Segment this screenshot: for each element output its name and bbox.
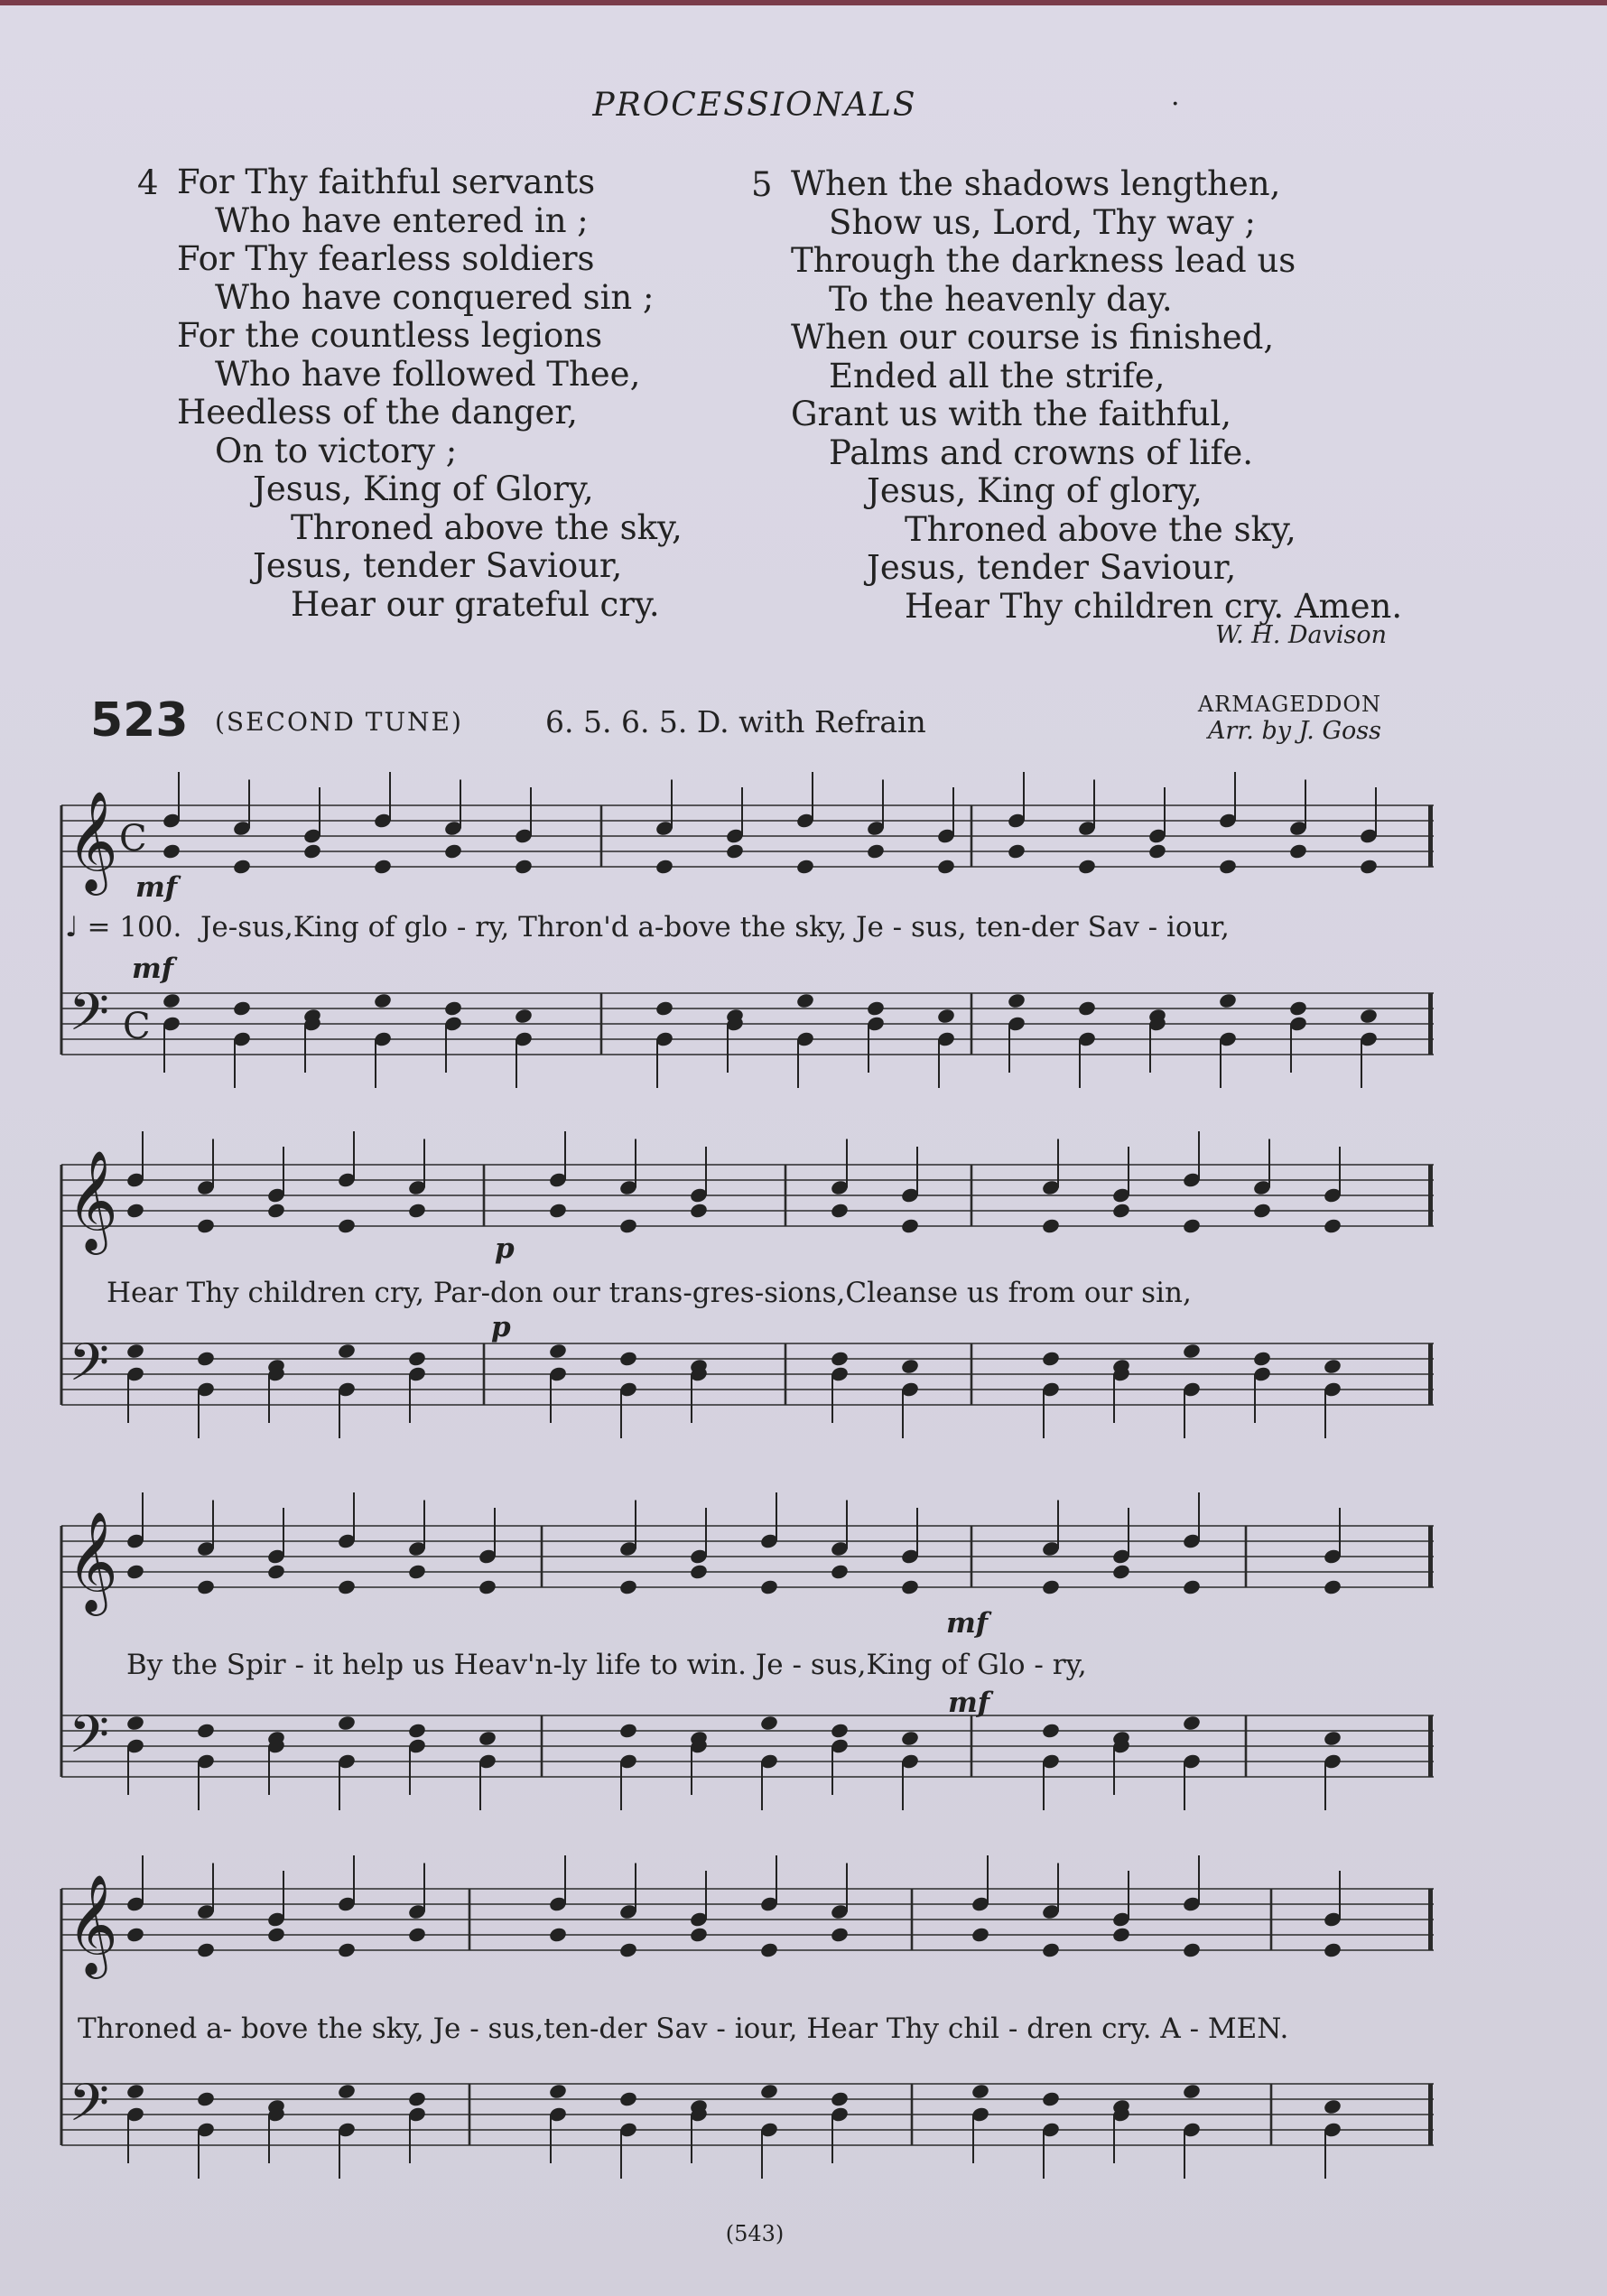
note-head — [618, 1578, 638, 1595]
note-head — [618, 2090, 638, 2107]
arranger: Arr. by J. Goss — [1207, 717, 1381, 745]
note-head — [936, 858, 956, 875]
note-head — [337, 2083, 357, 2100]
note-head — [407, 1563, 427, 1580]
note-head — [1323, 1730, 1342, 1747]
verse-line: Heedless of the danger, — [177, 393, 578, 432]
note-head — [900, 1217, 920, 1234]
verse-line: For Thy faithful servants — [177, 163, 596, 201]
note-head — [655, 999, 674, 1017]
note-head — [337, 1715, 357, 1732]
note-head — [1007, 842, 1026, 860]
note-head — [866, 999, 886, 1017]
note-head — [971, 2083, 990, 2100]
note-head — [1182, 1343, 1202, 1360]
note-head — [443, 842, 463, 860]
verse-line: When the shadows lengthen, — [791, 164, 1281, 203]
note-head — [1041, 2090, 1061, 2107]
note-head — [689, 1202, 709, 1219]
verse-line: Who have conquered sin ; — [215, 277, 655, 317]
note-head — [1218, 992, 1238, 1009]
note-head — [266, 1563, 286, 1580]
treble-clef-icon: 𝄞 — [67, 790, 118, 891]
note-head — [618, 1941, 638, 1958]
note-head — [795, 992, 815, 1009]
score-lyrics-line: Throned a- bove the sky, Je - sus,ten-der Sav - iour, Hear Thy chil - dren cry. A - MEN. — [78, 2012, 1289, 2045]
note-head — [759, 1715, 779, 1732]
note-head — [373, 858, 393, 875]
note-head — [125, 1715, 145, 1732]
note-head — [830, 1202, 850, 1219]
hymn-number: 523 — [90, 693, 189, 748]
note-head — [1077, 999, 1097, 1017]
note-head — [407, 1202, 427, 1219]
page-number: (543) — [725, 2221, 785, 2246]
score-lyrics-line: Je-sus,King of glo - ry, Thron'd a-bove the sky, Je - sus, ten-der Sav - iour, — [200, 911, 1230, 943]
treble-clef-icon: 𝄞 — [67, 1149, 118, 1250]
tempo-marking: ♩ = 100. — [65, 911, 182, 943]
note-head — [759, 2083, 779, 2100]
note-head — [866, 842, 886, 860]
note-head — [618, 1350, 638, 1367]
score-lyrics-line: By the Spir - it help us Heav'n-ly life to win. Je - sus,King of Glo - ry, — [126, 1649, 1087, 1681]
note-head — [266, 1202, 286, 1219]
final-barline — [1428, 1343, 1433, 1405]
note-head — [1147, 842, 1167, 860]
dynamic-mf: mf — [948, 1687, 990, 1719]
note-head — [407, 2090, 427, 2107]
note-head — [1323, 1358, 1342, 1375]
common-time-icon: C — [119, 818, 147, 860]
note-head — [1041, 1217, 1061, 1234]
note-head — [125, 2083, 145, 2100]
verse-line: Throned above the sky, — [291, 507, 683, 547]
bass-clef-icon: 𝄢 — [69, 1704, 110, 1778]
bass-clef-icon: 𝄢 — [69, 981, 110, 1055]
verse-line: Ended all the strife, — [829, 356, 1166, 395]
note-head — [162, 842, 181, 860]
note-head — [196, 2090, 216, 2107]
note-head — [1288, 842, 1308, 860]
page-mark: · — [1171, 88, 1180, 120]
note-head — [407, 1722, 427, 1739]
verse-line: Who have entered in ; — [215, 200, 589, 240]
tune-label: (SECOND TUNE) — [215, 707, 463, 737]
verse-line: When our course is finished, — [791, 318, 1275, 357]
note-head — [1111, 1202, 1131, 1219]
note-head — [337, 1343, 357, 1360]
note-head — [971, 1926, 990, 1943]
bass-clef-icon: 𝄢 — [69, 1332, 110, 1406]
note-head — [196, 1941, 216, 1958]
note-head — [125, 1202, 145, 1219]
note-head — [196, 1578, 216, 1595]
verse-5-number: 5 — [751, 165, 773, 204]
verse-line: Jesus, King of glory, — [867, 471, 1203, 510]
note-head — [689, 1563, 709, 1580]
verse-line: To the heavenly day. — [829, 279, 1173, 319]
note-head — [1218, 858, 1238, 875]
note-head — [407, 1350, 427, 1367]
note-head — [655, 858, 674, 875]
note-head — [1323, 1941, 1342, 1958]
note-head — [1252, 1350, 1272, 1367]
note-head — [1111, 1563, 1131, 1580]
note-head — [196, 1722, 216, 1739]
final-barline — [1428, 1165, 1433, 1226]
dynamic-p: p — [491, 1311, 511, 1343]
note-head — [1041, 1722, 1061, 1739]
verse-line: Jesus, tender Saviour, — [253, 546, 623, 585]
final-barline — [1428, 1715, 1433, 1777]
note-head — [548, 1202, 568, 1219]
note-head — [548, 2083, 568, 2100]
common-time-icon: C — [123, 1006, 151, 1047]
note-head — [1007, 992, 1026, 1009]
note-head — [900, 1578, 920, 1595]
verse-line: For Thy fearless soldiers — [177, 239, 595, 278]
verse-line: Who have followed Thee, — [215, 354, 641, 394]
tune-name: ARMAGEDDON — [1197, 692, 1381, 717]
verse-line: Show us, Lord, Thy way ; — [829, 202, 1256, 242]
note-head — [1041, 1578, 1061, 1595]
note-head — [337, 1217, 357, 1234]
dynamic-mf: mf — [135, 871, 178, 904]
dynamic-mf: mf — [946, 1607, 989, 1640]
note-head — [548, 1926, 568, 1943]
note-head — [759, 1578, 779, 1595]
note-head — [900, 1730, 920, 1747]
verse-4-number: 4 — [137, 163, 159, 202]
note-head — [478, 1578, 497, 1595]
note-head — [1182, 2083, 1202, 2100]
note-head — [1041, 1350, 1061, 1367]
verse-line: Jesus, King of Glory, — [253, 469, 594, 508]
note-head — [830, 1350, 850, 1367]
dynamic-p: p — [495, 1232, 515, 1265]
note-head — [232, 858, 252, 875]
note-head — [1323, 1578, 1342, 1595]
note-head — [266, 1926, 286, 1943]
final-barline — [1428, 2084, 1433, 2145]
note-head — [830, 1926, 850, 1943]
note-head — [759, 1941, 779, 1958]
verse-line: Jesus, tender Saviour, — [867, 548, 1237, 587]
meter: 6. 5. 6. 5. D. with Refrain — [545, 704, 926, 739]
verse-line: Palms and crowns of life. — [829, 432, 1253, 472]
note-head — [125, 1563, 145, 1580]
note-head — [830, 1563, 850, 1580]
note-head — [1077, 858, 1097, 875]
note-head — [232, 999, 252, 1017]
note-head — [373, 992, 393, 1009]
note-head — [548, 1343, 568, 1360]
note-head — [514, 1008, 534, 1025]
verse-line: On to victory ; — [215, 431, 458, 470]
note-head — [1359, 858, 1379, 875]
note-head — [1182, 1941, 1202, 1958]
author-attribution: W. H. Davison — [1214, 621, 1387, 649]
note-head — [1182, 1715, 1202, 1732]
note-head — [618, 1217, 638, 1234]
final-barline — [1428, 1889, 1433, 1950]
final-barline — [1428, 805, 1433, 867]
note-head — [478, 1730, 497, 1747]
note-head — [196, 1217, 216, 1234]
verse-line: For the countless legions — [177, 316, 603, 355]
dynamic-mf: mf — [132, 953, 174, 985]
note-head — [196, 1350, 216, 1367]
note-head — [337, 1941, 357, 1958]
verse-line: Through the darkness lead us — [791, 241, 1296, 280]
note-head — [900, 1358, 920, 1375]
note-head — [1288, 999, 1308, 1017]
note-head — [830, 2090, 850, 2107]
note-head — [302, 842, 322, 860]
running-head: PROCESSIONALS — [592, 87, 917, 124]
note-head — [689, 1926, 709, 1943]
note-head — [514, 858, 534, 875]
verse-line: Grant us with the faithful, — [791, 395, 1232, 433]
note-head — [162, 992, 181, 1009]
note-head — [125, 1926, 145, 1943]
final-barline — [1428, 1526, 1433, 1587]
bass-clef-icon: 𝄢 — [69, 2072, 110, 2146]
note-head — [1359, 1008, 1379, 1025]
treble-clef-icon: 𝄞 — [67, 1873, 118, 1975]
final-barline — [1428, 993, 1433, 1055]
note-head — [795, 858, 815, 875]
treble-clef-icon: 𝄞 — [67, 1511, 118, 1612]
note-head — [830, 1722, 850, 1739]
note-head — [337, 1578, 357, 1595]
verse-line: Hear our grateful cry. — [291, 584, 660, 624]
note-head — [618, 1722, 638, 1739]
note-head — [1182, 1578, 1202, 1595]
note-head — [1041, 1941, 1061, 1958]
note-head — [1323, 2098, 1342, 2115]
note-head — [1182, 1217, 1202, 1234]
note-head — [443, 999, 463, 1017]
note-head — [125, 1343, 145, 1360]
note-head — [1323, 1217, 1342, 1234]
note-head — [725, 842, 745, 860]
note-head — [1111, 1926, 1131, 1943]
score-lyrics-line: Hear Thy children cry, Par-don our trans-gres-sions,Cleanse us from our sin, — [107, 1277, 1192, 1309]
note-head — [1252, 1202, 1272, 1219]
note-head — [936, 1008, 956, 1025]
note-head — [407, 1926, 427, 1943]
verse-line: Hear Thy children cry. Amen. — [905, 586, 1403, 626]
verse-line: Throned above the sky, — [905, 509, 1296, 549]
